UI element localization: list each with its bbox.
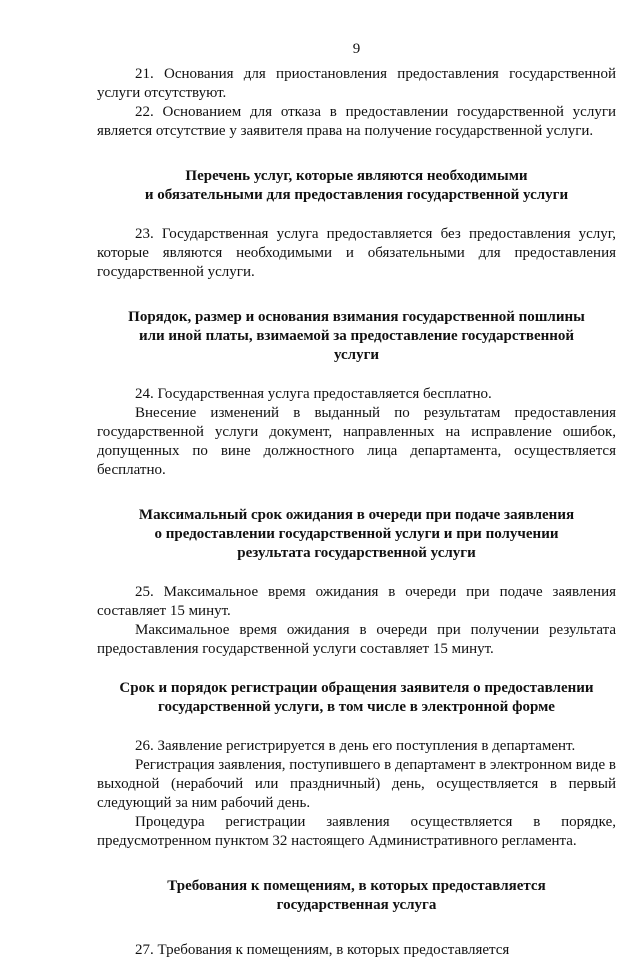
- heading-line: Перечень услуг, которые являются необходимыми: [185, 168, 528, 184]
- heading-line: Требования к помещениям, в которых предоставляется: [167, 878, 546, 894]
- heading-line: услуги: [333, 347, 380, 363]
- paragraph-24: 24. Государственная услуга предоставляется бесплатно.: [135, 386, 492, 402]
- paragraph-25: 25. Максимальное время ожидания в очереди при подаче заявления составляет 15 минут.: [97, 584, 616, 619]
- heading-line: и обязательными для предоставления государственной услуги: [144, 187, 569, 203]
- heading-fee: [97, 308, 616, 365]
- paragraph-22: 22. Основанием для отказа в предоставлении государственной услуги является отсутствие у заявителя права на получение государственной услуги.: [97, 104, 616, 139]
- heading-waiting-time: [97, 506, 616, 563]
- heading-necessary-services: [97, 167, 616, 205]
- paragraph-27: 27. Требования к помещениям, в которых предоставляется: [135, 942, 510, 958]
- heading-line: Срок и порядок регистрации обращения заявителя о предоставлении: [119, 680, 594, 696]
- paragraph-26-continued: Регистрация заявления, поступившего в департамент в электронном виде в выходной (нерабочий или праздничный) день, осуществляется в первый следующий за ним рабочий день.: [97, 757, 616, 811]
- paragraph-25-continued: Максимальное время ожидания в очереди при получении результата предоставления государственной услуги составляет 15 минут.: [97, 622, 616, 657]
- heading-premises: [97, 877, 616, 915]
- paragraph-24-continued: Внесение изменений в выданный по результатам предоставления государственной услуги документ, направленных на исправление ошибок, допущенных по вине должностного лица департамента, осуществляется бесплатно.: [97, 405, 616, 478]
- paragraph-26-procedure: Процедура регистрации заявления осуществляется в порядке, предусмотренном пунктом 32 настоящего Административного регламента.: [97, 814, 616, 849]
- heading-line: о предоставлении государственной услуги и при получении: [154, 526, 559, 542]
- heading-line: результата государственной услуги: [237, 545, 476, 561]
- paragraph-21: 21. Основания для приостановления предоставления государственной услуги отсутствуют.: [97, 66, 616, 101]
- paragraph-23: 23. Государственная услуга предоставляется без предоставления услуг, которые являются необходимыми и обязательными для предоставления государственной услуги.: [97, 226, 616, 280]
- heading-registration: [97, 679, 616, 717]
- heading-line: Максимальный срок ожидания в очереди при подаче заявления: [138, 507, 575, 523]
- heading-line: Порядок, размер и основания взимания государственной пошлины: [128, 309, 585, 325]
- heading-line: государственной услуги, в том числе в электронной форме: [158, 699, 555, 715]
- heading-line: или иной платы, взимаемой за предоставление государственной: [138, 328, 575, 344]
- heading-line: государственная услуга: [276, 897, 437, 913]
- page-number: 9: [352, 41, 361, 57]
- paragraph-26: 26. Заявление регистрируется в день его поступления в департамент.: [135, 738, 576, 754]
